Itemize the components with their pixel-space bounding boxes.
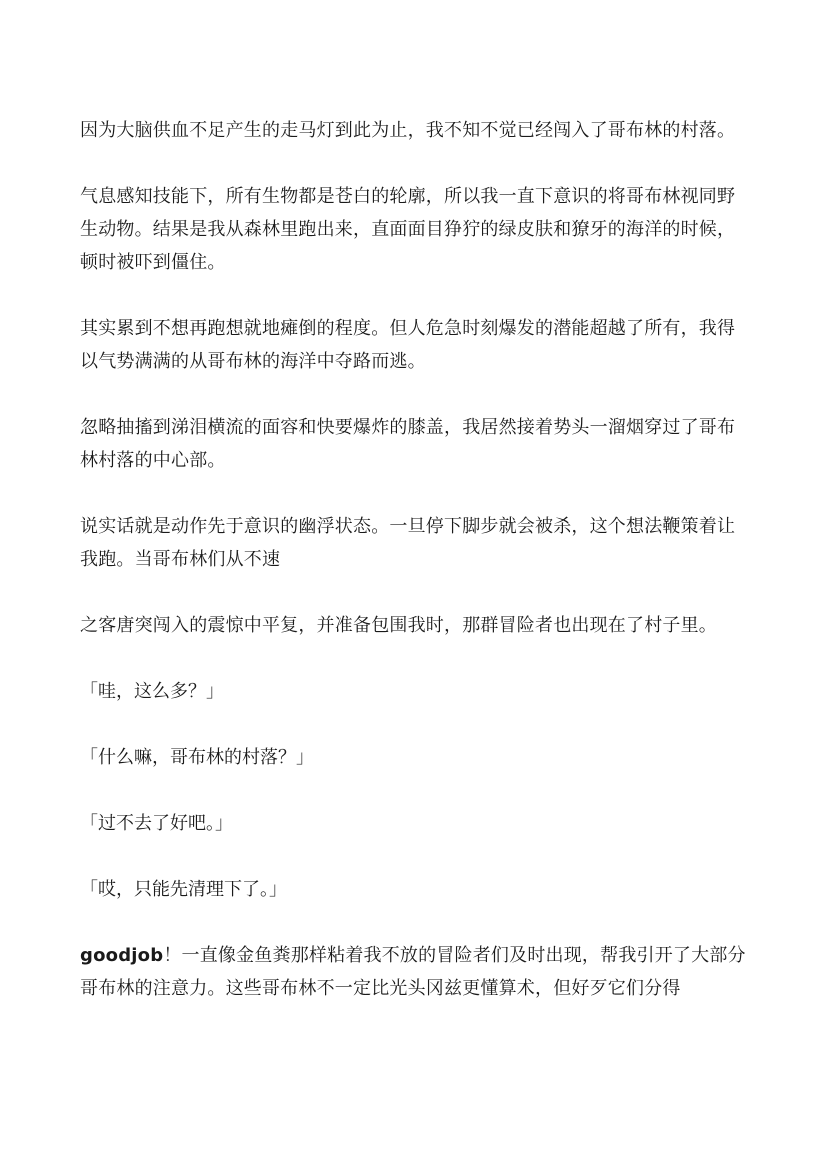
dialog-line: 「什么嘛，哥布林的村落？」: [80, 747, 314, 768]
paragraph: 忽略抽搐到涕泪横流的面容和快要爆炸的膝盖，我居然接着势头一溜烟穿过了哥布林村落的中心部。: [80, 417, 736, 471]
paragraph: 说实话就是动作先于意识的幽浮状态。一旦停下脚步就会被杀，这个想法鞭策着让我跑。当哥布林们从不速: [80, 516, 736, 570]
document-page: [80, 114, 752, 1038]
final-paragraph-text: ！一直像金鱼粪那样粘着我不放的冒险者们及时出现，帮我引开了大部分哥布林的注意力。这些哥布林不一定比光头冈兹更懂算术，但好歹它们分得: [80, 945, 746, 999]
bold-word: goodjob: [80, 945, 164, 966]
dialog-line: 「过不去了好吧。」: [80, 813, 233, 834]
paragraph: 之客唐突闯入的震惊中平复，并准备包围我时，那群冒险者也出现在了村子里。: [80, 615, 717, 636]
dialog-line: 「哎，只能先清理下了。」: [80, 879, 287, 900]
final-paragraph: [80, 939, 752, 1005]
paragraph: 其实累到不想再跑想就地瘫倒的程度。但人危急时刻爆发的潜能超越了所有，我得以气势满满的从哥布林的海洋中夺路而逃。: [80, 318, 736, 372]
dialog-line: 「哇，这么多？」: [80, 681, 224, 702]
paragraph: 因为大脑供血不足产生的走马灯到此为止，我不知不觉已经闯入了哥布林的村落。: [80, 120, 736, 141]
paragraph: 气息感知技能下，所有生物都是苍白的轮廓，所以我一直下意识的将哥布林视同野生动物。结果是我从森林里跑出来，直面面目狰狞的绿皮肤和獠牙的海洋的时候，顿时被吓到僵住。: [80, 186, 736, 273]
